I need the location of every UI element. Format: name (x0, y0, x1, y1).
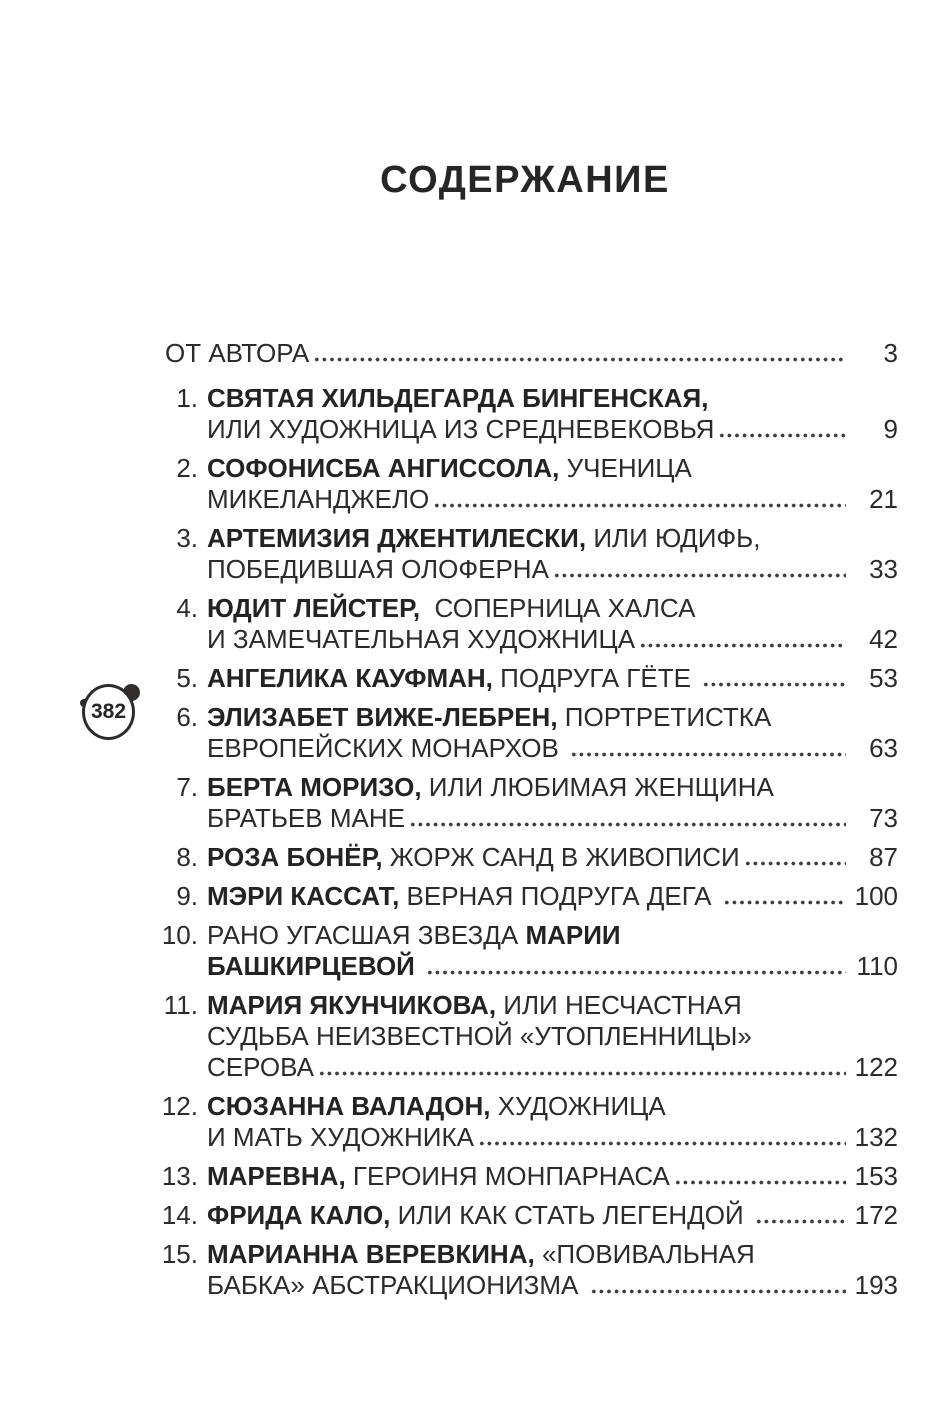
entry-subtitle: ГЕРОИНЯ МОНПАРНАСА (345, 1161, 670, 1191)
entry-line (207, 951, 898, 982)
entry-name-bold: СОФОНИСБА АНГИССОЛА, (207, 453, 560, 483)
entry-line (207, 702, 898, 733)
toc-entries (152, 383, 898, 1301)
entry-line (207, 624, 898, 655)
entry-line-text (207, 842, 740, 873)
entry-line-text (207, 1161, 670, 1192)
entry-subtitle: БРАТЬЕВ МАНЕ (207, 803, 405, 833)
entry-subtitle: ИЛИ ЛЮБИМАЯ ЖЕНЩИНА (421, 772, 774, 802)
entry-line-text (207, 733, 566, 764)
entry-number: 9. (176, 881, 198, 911)
entry-subtitle: СУДЬБА НЕИЗВЕСТНОЙ «УТОПЛЕННИЦЫ» (207, 1021, 752, 1051)
front-item-label: ОТ АВТОРА (165, 338, 310, 368)
entry-line (207, 453, 898, 484)
entry-line (207, 842, 898, 873)
entry-text (207, 593, 898, 655)
page-number: 53 (869, 663, 898, 693)
entry-subtitle: И ЗАМЕЧАТЕЛЬНАЯ ХУДОЖНИЦА (207, 624, 636, 654)
dot-leader (318, 1069, 846, 1078)
page-number: 73 (869, 803, 898, 833)
entry-name-bold: БЕРТА МОРИЗО, (207, 772, 422, 802)
entry-line (207, 1161, 898, 1192)
toc-front-item (152, 338, 898, 369)
entry-line (207, 920, 898, 951)
toc-entry (152, 1200, 898, 1231)
toc-entry (152, 881, 898, 912)
badge-number: 382 (82, 684, 135, 740)
entry-line (207, 523, 898, 554)
entry-text (207, 523, 898, 585)
entry-name-bold: МАРИАННА ВЕРЕВКИНА, (207, 1239, 535, 1269)
entry-subtitle: И МАТЬ ХУДОЖНИКА (207, 1122, 474, 1152)
entry-text (207, 1091, 898, 1153)
dot-leader (674, 1178, 846, 1187)
entry-line (207, 733, 898, 764)
entry-subtitle: ЕВРОПЕЙСКИХ МОНАРХОВ (207, 733, 567, 763)
entry-number: 4. (176, 593, 198, 623)
entry-text (207, 453, 898, 515)
entry-line (207, 1200, 898, 1231)
entry-line-text (207, 414, 714, 445)
entry-line (207, 772, 898, 803)
dot-leader (744, 859, 846, 868)
entry-number: 14. (161, 1200, 198, 1230)
toc-entry (152, 1091, 898, 1153)
entry-number: 2. (176, 453, 198, 483)
entry-line-text (207, 1052, 314, 1083)
dot-leader (639, 641, 846, 650)
entry-name-bold: СВЯТАЯ ХИЛЬДЕГАРДА БИНГЕНСКАЯ, (207, 383, 709, 413)
entry-line (207, 1091, 898, 1122)
entry-subtitle: РАНО УГАСШАЯ ЗВЕЗДА (207, 920, 526, 950)
entry-subtitle: ИЛИ ЮДИФЬ, (586, 523, 761, 553)
page-number: 193 (854, 1270, 898, 1300)
page-number: 63 (869, 733, 898, 763)
entry-text (207, 1200, 898, 1231)
entry-line-text (207, 803, 405, 834)
entry-text (207, 842, 898, 873)
entry-number: 5. (176, 663, 198, 693)
entry-number: 3. (176, 523, 198, 553)
page-number: 3 (883, 338, 898, 368)
entry-line-text (207, 881, 719, 912)
entry-name-bold: ЮДИТ ЛЕЙСТЕР, (207, 593, 421, 623)
entry-subtitle: СОПЕРНИЦА ХАЛСА (420, 593, 696, 623)
dot-leader (478, 1139, 846, 1148)
page-number: 9 (883, 414, 898, 444)
toc-entry (152, 453, 898, 515)
entry-text (207, 772, 898, 834)
entry-text (207, 1239, 898, 1301)
entry-text (207, 663, 898, 694)
entry-name-bold: МАРИИ (525, 920, 621, 950)
entry-subtitle: СЕРОВА (207, 1052, 314, 1082)
entry-line-text (207, 624, 635, 655)
page-number: 33 (869, 554, 898, 584)
toc-entry (152, 990, 898, 1083)
entry-number: 12. (161, 1091, 198, 1121)
entry-number: 7. (176, 772, 198, 802)
entry-subtitle: ПОРТРЕТИСТКА (557, 702, 772, 732)
dot-leader (755, 1217, 846, 1226)
page-number: 132 (854, 1122, 898, 1152)
page-number: 100 (854, 881, 898, 911)
toc-entry (152, 772, 898, 834)
page-number: 42 (869, 624, 898, 654)
entry-subtitle: ЖОРЖ САНД В ЖИВОПИСИ (382, 842, 740, 872)
page-title: СОДЕРЖАНИЕ (380, 159, 670, 201)
entry-subtitle: ХУДОЖНИЦА (490, 1091, 666, 1121)
page-number: 153 (854, 1161, 898, 1191)
entry-subtitle: ИЛИ КАК СТАТЬ ЛЕГЕНДОЙ (390, 1200, 751, 1230)
toc-entry (152, 702, 898, 764)
entry-text (207, 920, 898, 982)
entry-line (207, 1270, 898, 1301)
entry-number: 11. (163, 990, 198, 1020)
margin-page-badge (82, 684, 135, 740)
entry-name-bold: АНГЕЛИКА КАУФМАН, (207, 663, 493, 693)
dot-leader (590, 1287, 846, 1296)
entry-line-text (207, 1122, 474, 1153)
entry-line (207, 1122, 898, 1153)
entry-line (207, 881, 898, 912)
dot-leader (702, 680, 846, 689)
page-number: 122 (854, 1052, 898, 1082)
entry-number: 15. (161, 1239, 198, 1269)
entry-line (207, 990, 898, 1021)
dot-leader (723, 898, 846, 907)
entry-name-bold: РОЗА БОНЁР, (207, 842, 383, 872)
entry-subtitle: ПОБЕДИВШАЯ ОЛОФЕРНА (207, 554, 549, 584)
entry-number: 10. (161, 920, 198, 950)
entry-number: 13. (161, 1161, 198, 1191)
entry-line (207, 414, 898, 445)
entry-line (207, 663, 898, 694)
toc-entry (152, 593, 898, 655)
entry-name-bold: БАШКИРЦЕВОЙ (207, 951, 423, 981)
toc-entry (152, 920, 898, 982)
entry-subtitle: ИЛИ ХУДОЖНИЦА ИЗ СРЕДНЕВЕКОВЬЯ (207, 414, 715, 444)
entry-text (207, 1161, 898, 1192)
entry-line-text (207, 484, 429, 515)
entry-line-text (207, 951, 422, 982)
dot-leader (426, 968, 846, 977)
entry-name-bold: ФРИДА КАЛО, (207, 1200, 391, 1230)
entry-number: 6. (176, 702, 198, 732)
entry-line (207, 803, 898, 834)
entry-subtitle: ВЕРНАЯ ПОДРУГА ДЕГА (399, 881, 719, 911)
dot-leader (433, 501, 846, 510)
dot-leader (718, 431, 846, 440)
page-number: 110 (856, 951, 898, 981)
entry-name-bold: СЮЗАННА ВАЛАДОН, (207, 1091, 491, 1121)
entry-line (207, 554, 898, 585)
entry-number: 1. (176, 383, 198, 413)
dot-leader (570, 750, 846, 759)
entry-subtitle: ИЛИ НЕСЧАСТНАЯ (496, 990, 742, 1020)
toc-entry (152, 663, 898, 694)
entry-name-bold: МАРЕВНА, (207, 1161, 346, 1191)
dot-leader (553, 571, 846, 580)
entry-subtitle: МИКЕЛАНДЖЕЛО (207, 484, 430, 514)
entry-subtitle: «ПОВИВАЛЬНАЯ (534, 1239, 755, 1269)
entry-subtitle: ПОДРУГА ГЁТЕ (492, 663, 699, 693)
entry-line (207, 1052, 898, 1083)
entry-name-bold: АРТЕМИЗИЯ ДЖЕНТИЛЕСКИ, (207, 523, 587, 553)
toc-entry (152, 383, 898, 445)
entry-line-text (207, 663, 698, 694)
entry-line-text (207, 554, 549, 585)
entry-text (207, 702, 898, 764)
entry-subtitle: БАБКА» АБСТРАКЦИОНИЗМА (207, 1270, 586, 1300)
toc-entry (152, 1239, 898, 1301)
entry-text (207, 990, 898, 1083)
entry-line-text (207, 1200, 751, 1231)
page-number: 21 (869, 484, 898, 514)
entry-name-bold: МАРИЯ ЯКУНЧИКОВА, (207, 990, 497, 1020)
entry-line (207, 1021, 898, 1052)
entry-name-bold: МЭРИ КАССАТ, (207, 881, 400, 911)
entry-line (207, 383, 898, 414)
toc-entry (152, 842, 898, 873)
dot-leader (313, 355, 846, 364)
dot-leader (409, 820, 846, 829)
entry-number: 8. (176, 842, 198, 872)
toc-entry (152, 523, 898, 585)
page-number: 87 (869, 842, 898, 872)
entry-text (207, 383, 898, 445)
entry-subtitle: УЧЕНИЦА (559, 453, 692, 483)
page-number: 172 (854, 1200, 898, 1230)
entry-line (207, 593, 898, 624)
entry-text (207, 881, 898, 912)
entry-line-text (207, 1270, 586, 1301)
entry-line (207, 1239, 898, 1270)
table-of-contents (152, 338, 898, 1309)
entry-name-bold: ЭЛИЗАБЕТ ВИЖЕ-ЛЕБРЕН, (207, 702, 558, 732)
toc-entry (152, 1161, 898, 1192)
entry-line (207, 484, 898, 515)
